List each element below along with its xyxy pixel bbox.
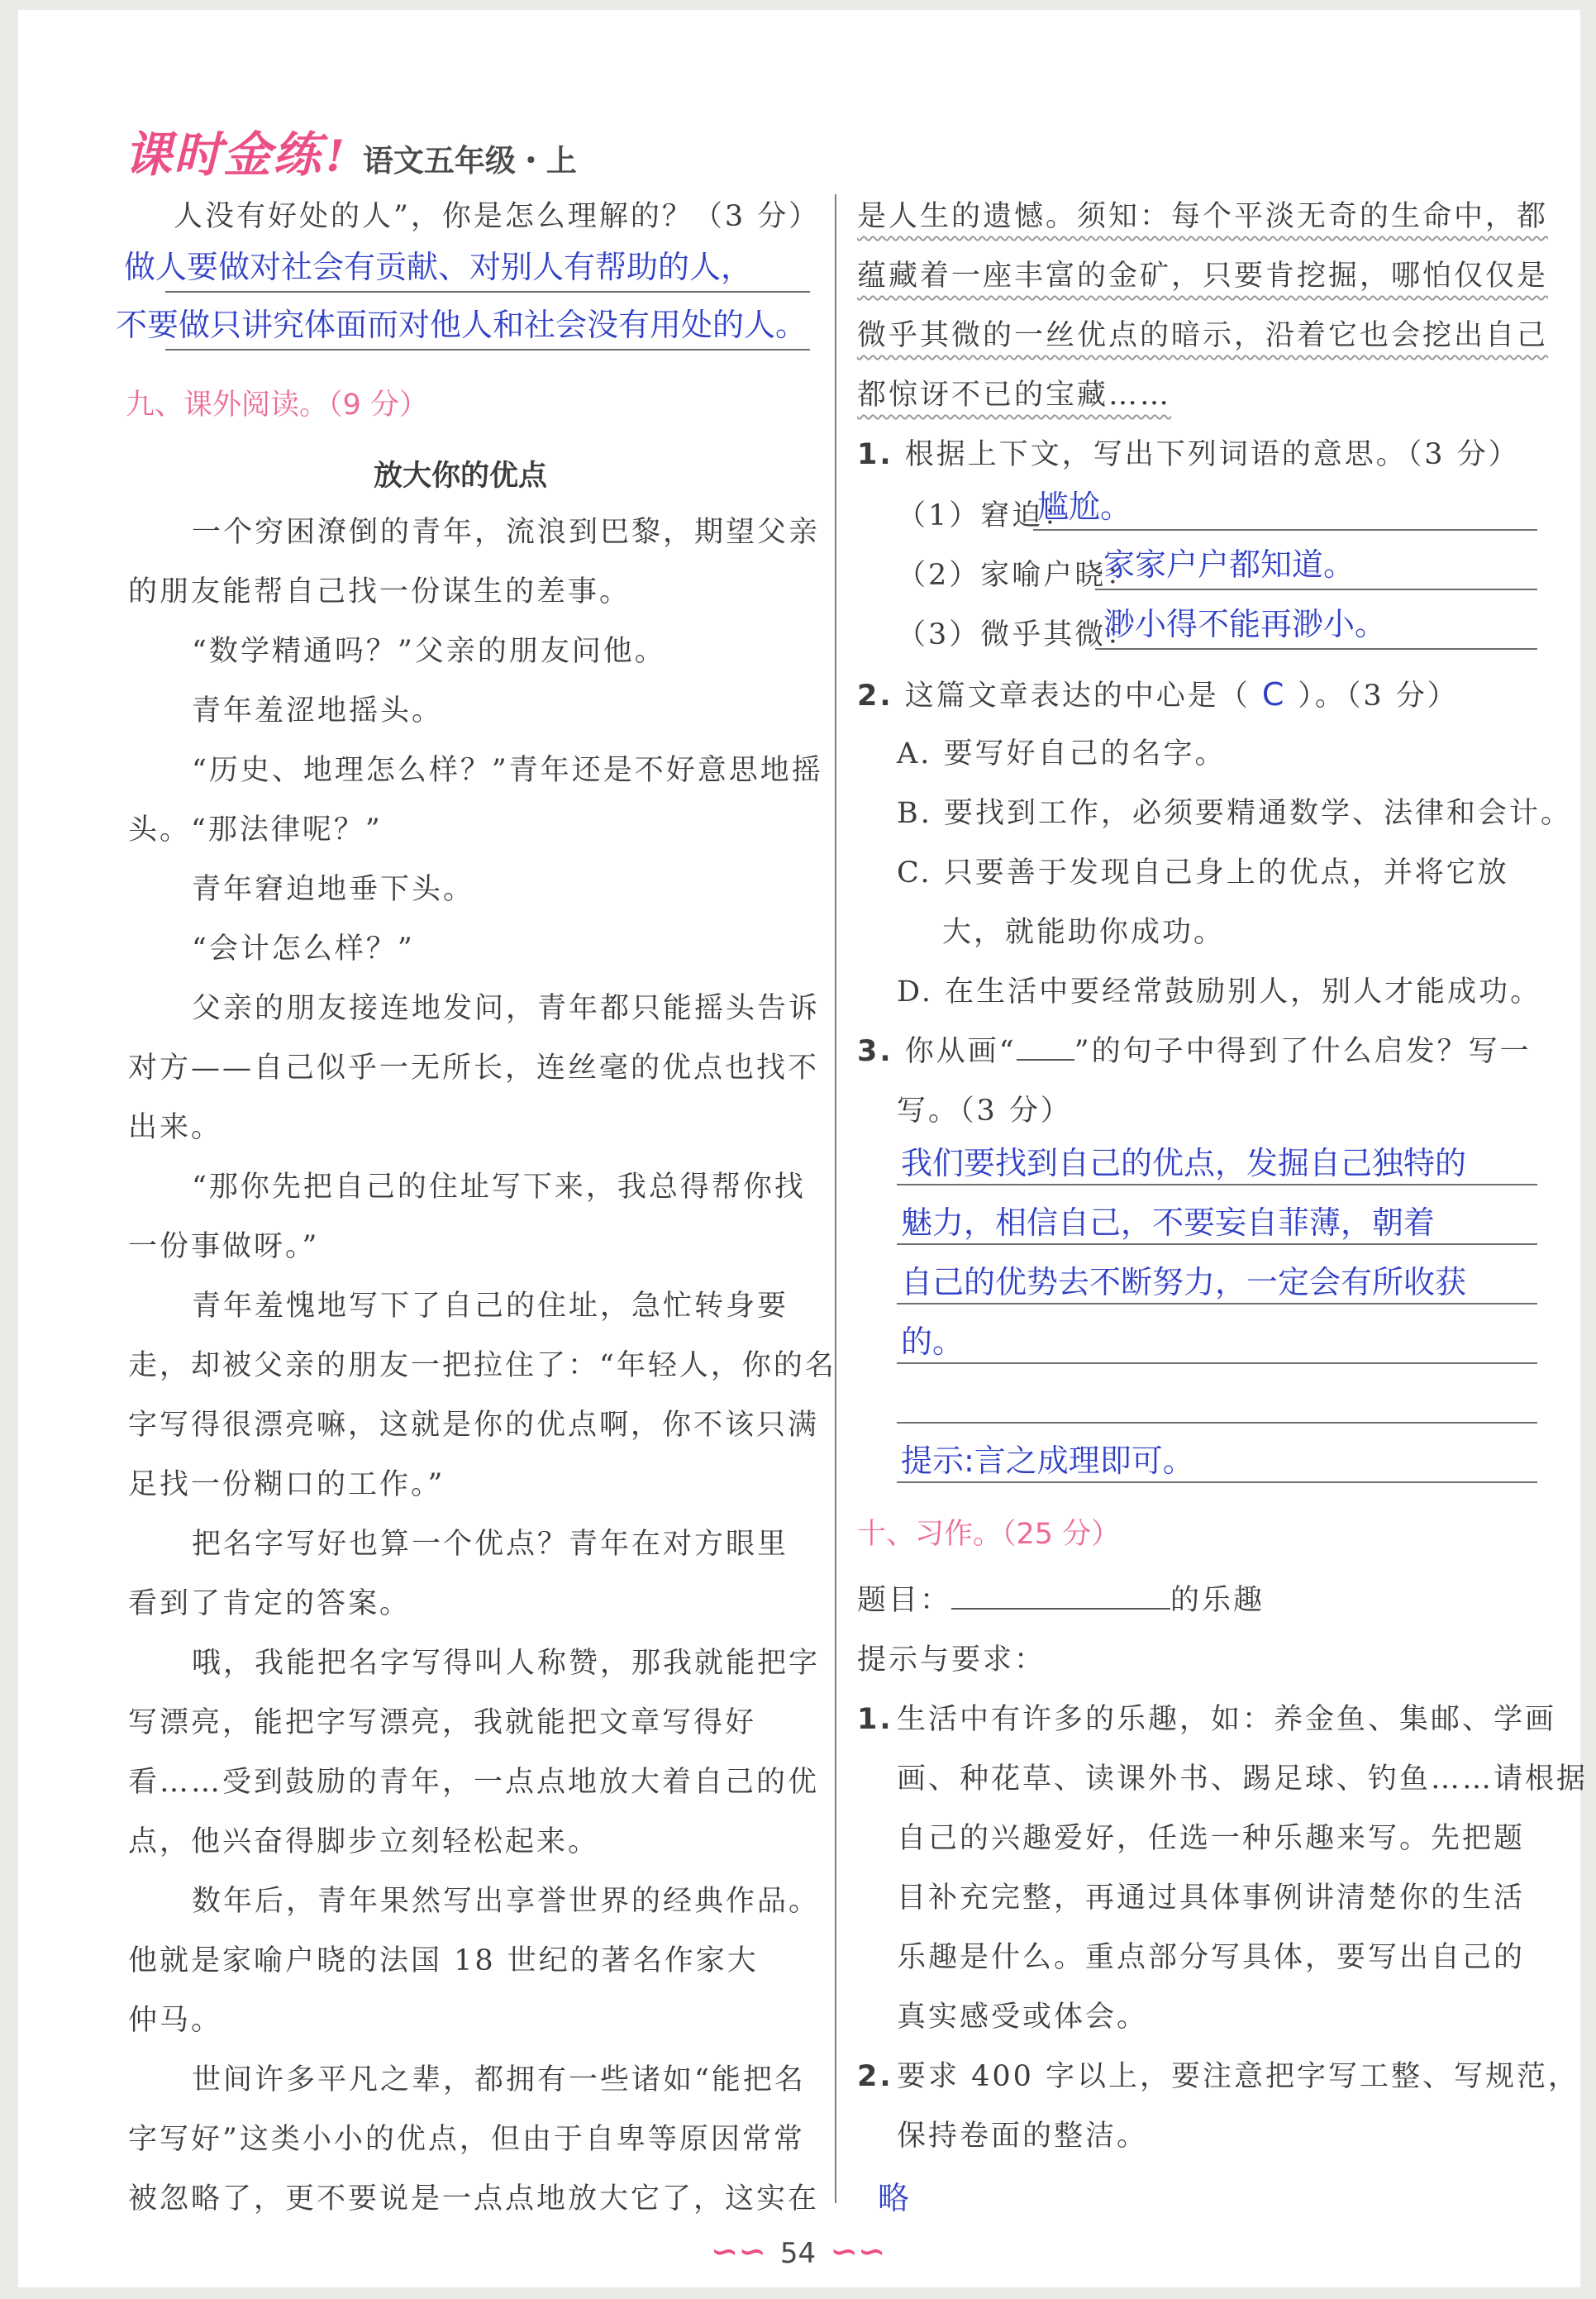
q1-item-answer: 尴尬。 [1037,489,1132,525]
requirement-line: 目补充完整，再通过具体事例讲清楚你的生活 [897,1882,1526,1915]
choice-answer: C [1261,676,1287,713]
answer-blank-line [1033,529,1537,531]
brand-logo: 课时金练 [124,126,323,183]
swirl-ornament-left: ∽∽ [710,2232,766,2271]
q8-answer-line-1: 做人要做对社会有贡献、对别人有帮助的人， [124,249,753,285]
topic-suffix: 的乐趣 [1170,1584,1265,1617]
requirement-line: 自己的兴趣爱好，任选一种乐趣来写。先把题 [897,1822,1526,1855]
answer-blank-line [1095,589,1537,590]
section-10-heading: 十、习作。（25 分） [857,1518,1121,1551]
question-text: 你从画“ [904,1035,1017,1068]
q1-item-label: （3）微乎其微： [897,618,1138,651]
article-line: 把名字写好也算一个优点？青年在对方眼里 [192,1528,789,1561]
swirl-ornament-right: ∽∽ [830,2232,886,2271]
topic-label: 题目： [857,1584,952,1617]
article-line: 的朋友能帮自己找一份谋生的差事。 [128,575,631,608]
article-line: “会计怎么样？” [192,932,415,966]
q1-item-label: （2）家喻户晓： [897,559,1138,592]
article-line: 仲马。 [128,2004,223,2037]
option-a: A. 要写好自己的名字。 [897,737,1227,770]
article-line: 青年羞涩地摇头。 [192,694,444,727]
option-c: C. 只要善于发现自己身上的优点，并将它放 [897,856,1509,890]
article-line: “那你先把自己的住址写下来，我总得帮你找 [192,1171,806,1204]
page-number: 54 [779,2237,817,2270]
section-9-heading: 九、课外阅读。（9 分） [126,389,428,422]
underline-sample [1017,1059,1074,1061]
article-continued-line: 蕴藏着一座丰富的金矿，只要肯挖掘，哪怕仅仅是 [857,260,1549,293]
option-c-cont: 大，就能助你成功。 [942,916,1226,949]
answer-blank-line [897,1422,1537,1424]
article-line: “历史、地理怎么样？”青年还是不好意思地摇 [192,754,823,787]
article-continued-line: 微乎其微的一丝优点的暗示，沿着它也会挖出自己 [857,319,1549,352]
q3-answer-line: 魅力，相信自己，不要妄自菲薄，朝着 [901,1204,1436,1241]
requirement-line: 生活中有许多的乐趣，如：养金鱼、集邮、学画 [897,1703,1557,1736]
article-line: 一个穷困潦倒的青年，流浪到巴黎，期望父亲 [192,516,821,549]
article-line: 点，他兴奋得脚步立刻轻松起来。 [128,1825,600,1858]
brand-mark: ! [326,131,345,182]
q1-item-label: （1）窘迫： [897,499,1075,532]
topic-line [857,1571,1265,1630]
composition-answer: 略 [878,2180,910,2216]
answer-blank-line [897,1303,1537,1305]
answer-rule [165,349,810,351]
article-line: “数学精通吗？”父亲的朋友问他。 [192,635,666,668]
article-line: 被忽略了，更不要说是一点点地放大它了，这实在 [128,2182,820,2216]
article-continued-line: 是人生的遗憾。须知：每个平淡无奇的生命中，都 [857,200,1549,233]
requirement-line: 乐趣是什么。重点部分写具体，要写出自己的 [897,1941,1526,1974]
question-1 [857,425,1520,484]
article-line: 出来。 [128,1111,223,1144]
q1-item-answer: 家家户户都知道。 [1103,546,1355,583]
requirements-label: 提示与要求： [857,1643,1046,1677]
question-text: 根据上下文，写出下列词语的意思。（3 分） [904,438,1520,471]
column-divider [835,194,836,2203]
q3-answer-line: 自己的优势去不断努力，一定会有所收获 [901,1264,1467,1300]
q3-answer-hint: 提示:言之成理即可。 [901,1443,1194,1479]
article-line: 青年羞愧地写下了自己的住址，急忙转身要 [192,1290,789,1323]
option-d: D. 在生活中要经常鼓励别人，别人才能成功。 [897,975,1542,1009]
answer-blank-line [1095,648,1537,650]
requirement-number: 2. [857,2060,893,2093]
question-2 [857,665,1459,726]
page-footer [0,2232,1596,2271]
q8-answer-line-2: 不要做只讲究体面而对他人和社会没有用处的人。 [116,307,808,343]
article-line: 父亲的朋友接连地发问，青年都只能摇头告诉 [192,992,821,1025]
answer-blank-line [897,1184,1537,1185]
requirement-number: 1. [857,1703,893,1736]
q1-item-answer: 渺小得不能再渺小。 [1103,606,1387,642]
question-3 [857,1022,1532,1081]
requirement-line: 要求 400 字以上，要注意把字写工整、写规范， [897,2060,1580,2093]
answer-blank-line [897,1243,1537,1245]
option-b: B. 要找到工作，必须要精通数学、法律和会计。 [897,797,1572,830]
question-text: 写。（3 分） [897,1095,1072,1128]
article-line: 看……受到鼓励的青年，一点点地放大着自己的优 [128,1766,820,1799]
article-continued-line: 都惊讶不已的宝藏…… [857,379,1172,412]
article-line: 字写得很漂亮嘛，这就是你的优点啊，你不该只满 [128,1409,820,1442]
article-line: 对方——自己似乎一无所长，连丝毫的优点也找不 [128,1052,820,1085]
question-number: 2. [857,680,893,713]
question-text: 这篇文章表达的中心是（ [904,680,1251,713]
article-line: 头。“那法律呢？” [128,813,383,847]
topic-blank[interactable] [951,1608,1170,1610]
q3-answer-line: 的。 [901,1324,965,1360]
requirement-line: 真实感受或体会。 [897,2001,1149,2034]
article-line: 字写好”这类小小的优点，但由于自卑等原因常常 [128,2123,805,2156]
q8-tail-text: 人没有好处的人”，你是怎么理解的？（3 分） [174,200,821,233]
page-header [124,116,577,183]
article-title: 放大你的优点 [374,460,548,493]
article-line: 看到了肯定的答案。 [128,1587,412,1620]
question-text: ）。（3 分） [1298,680,1459,713]
requirement-line: 画、种花草、读课外书、踢足球、钓鱼……请根据 [897,1762,1589,1796]
article-line: 写漂亮，能把字写漂亮，我就能把文章写得好 [128,1706,757,1739]
article-line: 足找一份糊口的工作。” [128,1468,445,1501]
article-line: 他就是家喻户晓的法国 18 世纪的著名作家大 [128,1944,759,1977]
article-line: 走，却被父亲的朋友一把拉住了：“年轻人，你的名 [128,1349,836,1382]
article-line: 一份事做呀。” [128,1230,320,1263]
q3-answer-line: 我们要找到自己的优点，发掘自己独特的 [901,1145,1467,1181]
article-line: 哦，我能把名字写得叫人称赞，那我就能把字 [192,1647,821,1680]
requirement-line: 保持卷面的整洁。 [897,2120,1149,2153]
question-number: 3. [857,1035,893,1068]
answer-blank-line [897,1362,1537,1364]
subject-label: 语文五年级・上 [362,143,577,179]
question-text: ”的句子中得到了什么启发？写一 [1074,1035,1532,1068]
answer-rule [165,291,810,293]
answer-blank-line [897,1481,1537,1483]
article-line: 世间许多平凡之辈，都拥有一些诸如“能把名 [192,2063,806,2096]
article-line: 青年窘迫地垂下头。 [192,873,475,906]
question-number: 1. [857,438,893,471]
article-line: 数年后，青年果然写出享誉世界的经典作品。 [192,1885,821,1918]
